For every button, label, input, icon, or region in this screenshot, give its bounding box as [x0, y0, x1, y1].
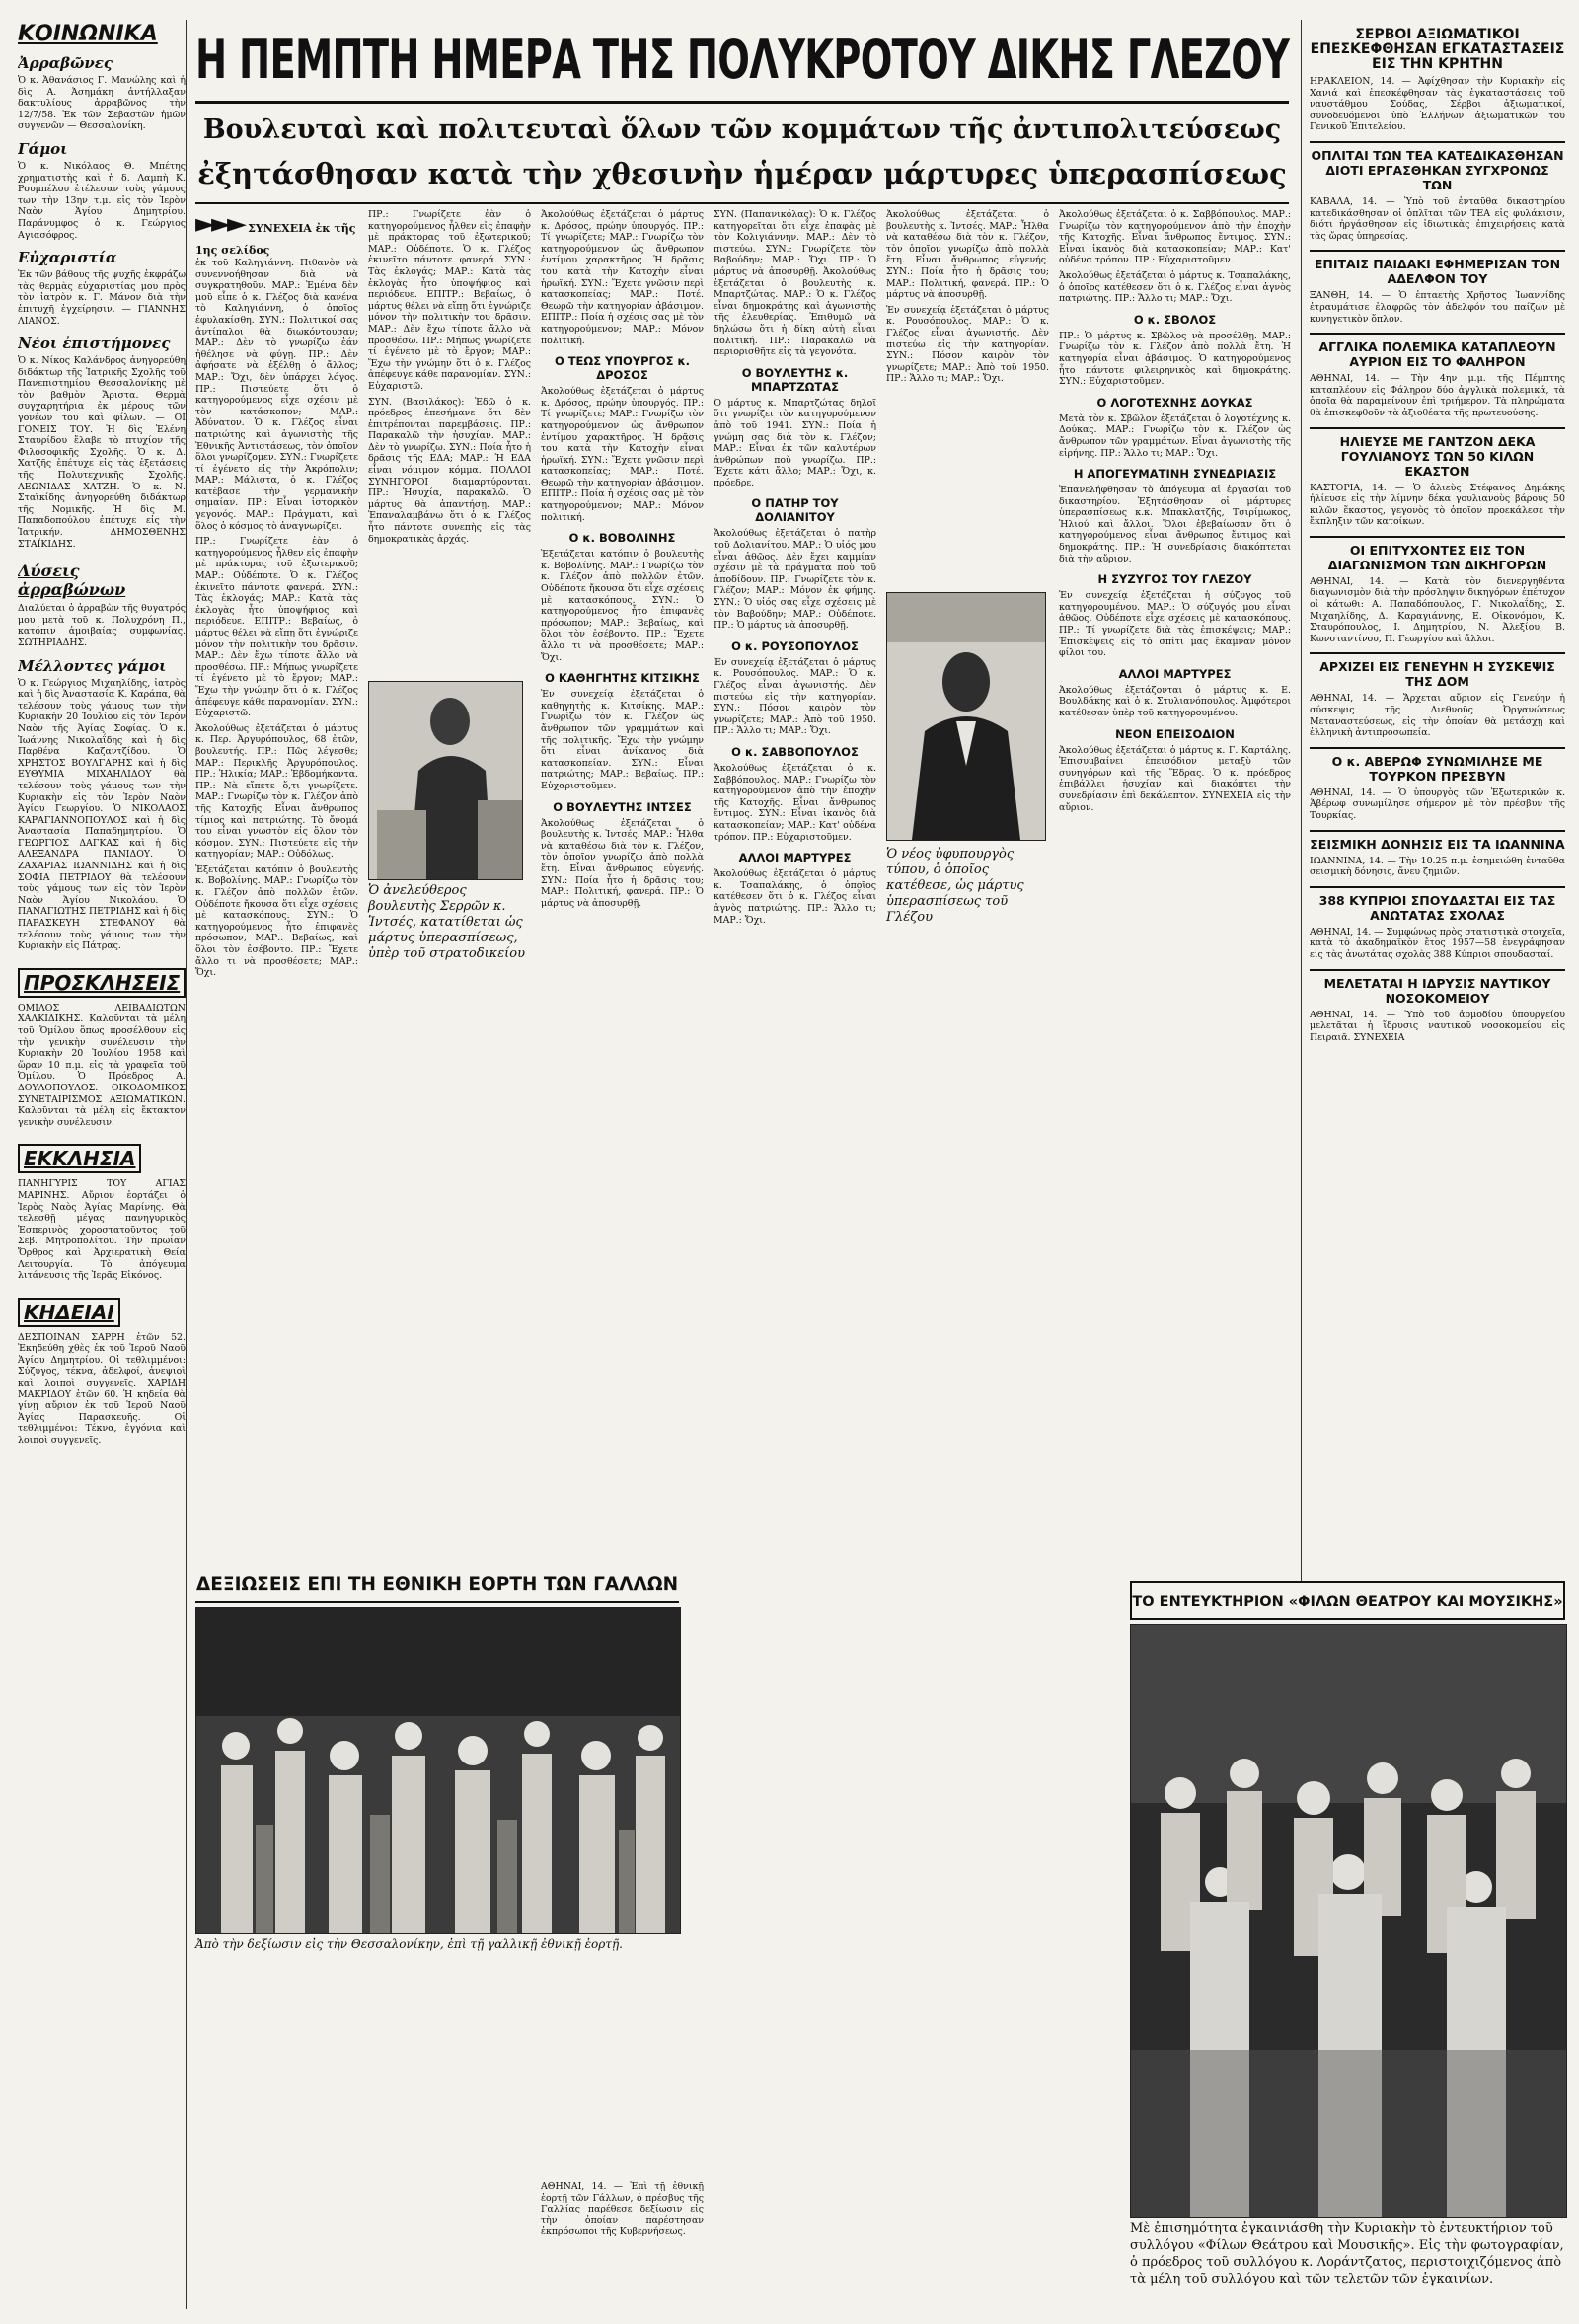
headline-rule — [195, 101, 1289, 104]
subhead-doukas: Ο ΛΟΓΟΤΕΧΝΗΣ ΔΟΥΚΑΣ — [1096, 395, 1253, 410]
funerals-text: ΔΕΣΠΟΙΝΑΝ ΣΑΡΡΗ ἐτῶν 52. Ἐκηδεύθη χθὲς ἐκ τοῦ Ἱεροῦ Ναοῦ Ἁγίου Δημητρίου. Οἱ τεθλιμμένοι: Σύζυγος, τέκνα, ἀδελφοί, ἀνεψιοὶ καὶ λοιποὶ συγγενεῖς. ΧΑΡΙΔΗ ΜΑΚΡΙΔΟΥ ἐτῶν 60. Ἡ κηδεία θὰ γίνῃ αὔριον ἐκ τοῦ Ἱεροῦ Ναοῦ Ἁγίας Παρασκευῆς. Οἱ τεθλιμμένοι: Τέκνα, ἐγγόνια καὶ λοιποὶ συγγενεῖς. — [18, 1331, 186, 1447]
subhead-new-incident: ΝΕΟΝ ΕΠΕΙΣΟΔΙΟΝ — [1115, 726, 1235, 741]
main-headline: Η ΠΕΜΠΤΗ ΗΜΕΡΑ ΤΗΣ ΠΟΛΥΚΡΟΤΟΥ ΔΙΚΗΣ ΓΛΕΖΟΥ — [195, 29, 1290, 91]
continuation-label: ΣΥΝΕΧΕΙΑ ἐκ τῆς 1ης σελίδος — [195, 222, 356, 257]
theatre-club-headline: ΤΟ ΕΝΤΕΥΚΤΗΡΙΟΝ «ΦΙΛΩΝ ΘΕΑΤΡΟΥ ΚΑΙ ΜΟΥΣΙΚΗΣ» — [1130, 1581, 1565, 1620]
article-paragraph: Ἀκολούθως ἐξετάζεται ὁ κ. Σαββόπουλος. ΜΑΡ.: Γνωρίζω τὸν κατηγορούμενον ἀπὸ τὴν ἐποχὴν τῆς Κατοχῆς. Εἶναι ἄνθρωπος ἔντιμος. ΣΥΝ.: Εἶναι ἱκανὸς διὰ κατασκοπείαν; ΜΑΡ.: Κατ' οὐδένα τρόπον. ΠΡ.: Εὐχαριστοῦμεν. — [714, 762, 876, 843]
subhead-other-witnesses: ΑΛΛΟΙ ΜΑΡΤΥΡΕΣ — [738, 851, 852, 865]
article-paragraph: Ὁ μάρτυς κ. Μπαρτζώτας δηλοῖ ὅτι γνωρίζει τὸν κατηγορούμενον ἀπὸ τοῦ 1941. ΣΥΝ.: Ποία ἡ γνώμη σας διὰ τὸν κ. Γλέζον; ΜΑΡ.: Εἶναι ἐκ τῶν καλυτέρων ἀνθρώπων ποὺ γνωρίζω. ΠΡ.: Ἔχετε κάτι ἄλλο; ΜΑΡ.: Ὄχι, κ. πρόεδρε. — [714, 397, 876, 488]
reception-text: ΑΘΗΝΑΙ, 14. — Ἐπὶ τῇ ἐθνικῇ ἑορτῇ τῶν Γάλλων, ὁ πρέσβυς τῆς Γαλλίας παρέθεσε δεξίωσιν εἰς τὴν ὁποίαν παρέστησαν ἐκπρόσωποι τῆς Κυβερνήσεως. — [541, 2181, 704, 2238]
brief-heading-cypriot-students: 388 ΚΥΠΡΙΟΙ ΣΠΟΥΔΑΣΤΑΙ ΕΙΣ ΤΑΣ ΑΝΩΤΑΤΑΣ ΣΧΟΛΑΣ — [1310, 886, 1565, 923]
brief-heading-geneva-conference: ΑΡΧΙΖΕΙ ΕΙΣ ΓΕΝΕΥΗΝ Η ΣΥΣΚΕΨΙΣ ΤΗΣ ΔΟΜ — [1310, 652, 1565, 689]
church-heading: ΕΚΚΛΗΣΙΑ — [18, 1144, 141, 1173]
article-paragraph: Ἐξετάζεται κατόπιν ὁ βουλευτὴς κ. Βοβολίνης. ΜΑΡ.: Γνωρίζω τὸν κ. Γλέζον ἀπὸ πολλῶν ἐτῶν. Οὐδέποτε ἤκουσα ὅτι εἶχε σχέσεις μὲ κατασκόπους. ΣΥΝ.: Ὁ κατηγορούμενος ἦτο ἐπιφανὲς πρόσωπον; ΜΑΡ.: Βεβαίως, καὶ ὅλοι τὸν ἐσέβοντο. ΠΡ.: Ἔχετε ἄλλο τι νὰ προσθέσετε; ΜΑΡ.: Ὄχι. — [195, 863, 358, 979]
invitations-text: ΟΜΙΛΟΣ ΛΕΙΒΑΔΙΩΤΩΝ ΧΑΛΚΙΔΙΚΗΣ. Καλοῦνται τὰ μέλη τοῦ Ὁμίλου ὅπως προσέλθουν εἰς τὴν γενικὴν συνέλευσιν τὴν Κυριακὴν 20 Ἰουλίου 1958 καὶ ὥραν 10 π.μ. εἰς τὰ γραφεῖα τοῦ Ὁμίλου. Ὁ Πρόεδρος Α. ΔΟΥΛΟΠΟΥΛΟΣ. ΟΙΚΟΔΟΜΙΚΟΣ ΣΥΝΕΤΑΙΡΙΣΜΟΣ ΑΞΙΩΜΑΤΙΚΩΝ. Καλοῦνται τὰ μέλη εἰς ἔκτακτον γενικὴν συνέλευσιν. — [18, 1002, 186, 1128]
article-paragraph: Ἐν συνεχείᾳ ἐξετάζεται ὁ μάρτυς κ. Ρουσόπουλος. ΜΑΡ.: Ὁ κ. Γλέζος εἶναι ἀγωνιστής. Δὲν πιστεύω εἰς τὴν κατηγορίαν. ΣΥΝ.: Πόσον καιρὸν τὸν γνωρίζετε; ΜΑΡ.: Ἀπὸ τοῦ 1950. ΠΡ.: Ἄλλο τι; ΜΑΡ.: Ὄχι. — [886, 304, 1049, 385]
article-paragraph: Ἀκολούθως ἐξετάζεται ὁ μάρτυς κ. Τσαπαλάκης, ὁ ὁποῖος κατέθεσεν ὅτι ὁ κ. Γλέζος εἶναι ἀγνὸς πατριώτης. ΠΡ.: Ἄλλο τι; ΜΑΡ.: Ὄχι. — [714, 868, 876, 926]
subheadline-1: Βουλευταὶ καὶ πολιτευταὶ ὅλων τῶν κομμάτων τῆς ἀντιπολιτεύσεως — [202, 114, 1282, 145]
brief-text: ΙΩΑΝΝΙΝΑ, 14. — Τὴν 10.25 π.μ. ἐσημειώθη ἐνταῦθα σεισμικὴ δόνησις, ἄνευ ζημιῶν. — [1310, 855, 1565, 878]
thanks-text: Ἐκ τῶν βάθους τῆς ψυχῆς ἐκφράζω τὰς θερμὰς εὐχαριστίας μου πρὸς τὸν ἰατρὸν κ. Γ. Μάνον διὰ τὴν ἐπιτυχῆ ἐγχείρησιν. — ΓΙΑΝΝΗΣ ΛΙΑΝΟΣ. — [18, 269, 186, 327]
article-paragraph: Ἀκολούθως ἐξετάζεται ὁ κ. Σαββόπουλος. ΜΑΡ.: Γνωρίζω τὸν κατηγορούμενον ἀπὸ τὴν ἐποχὴν τῆς Κατοχῆς. Εἶναι ἄνθρωπος ἔντιμος. ΣΥΝ.: Εἶναι ἱκανὸς διὰ κατασκοπείαν; ΜΑΡ.: Κατ' οὐδένα τρόπον. ΠΡ.: Εὐχαριστοῦμεν. — [1059, 209, 1291, 266]
article-paragraph: Ἐξετάζεται κατόπιν ὁ βουλευτὴς κ. Βοβολίνης. ΜΑΡ.: Γνωρίζω τὸν κ. Γλέζον ἀπὸ πολλῶν ἐτῶν. Οὐδέποτε ἤκουσα ὅτι εἶχε σχέσεις μὲ κατασκόπους. ΣΥΝ.: Ὁ κατηγορούμενος ἦτο ἐπιφανὲς πρόσωπον; ΜΑΡ.: Βεβαίως, καὶ ὅλοι τὸν ἐσέβοντο. ΠΡ.: Ἔχετε ἄλλο τι νὰ προσθέσετε; ΜΑΡ.: Ὄχι. — [541, 549, 704, 663]
funerals-heading: ΚΗΔΕΙΑΙ — [18, 1298, 120, 1327]
article-column-4 — [714, 209, 876, 1946]
brief-text: ΑΘΗΝΑΙ, 14. — Ἄρχεται αὔριον εἰς Γενεύην ἡ σύσκεψις τῆς Διεθνοῦς Ὀργανώσεως Μεταναστεύσεως, εἰς τὴν ὁποίαν θὰ μετάσχῃ καὶ ἑλληνικὴ ἀντιπροσωπεία. — [1310, 693, 1565, 739]
article-paragraph: Ἀκολούθως ἐξετάζεται ὁ βουλευτὴς κ. Ἰντσές. ΜΑΡ.: Ἦλθα νὰ καταθέσω διὰ τὸν κ. Γλέζον, τὸν ὁποῖον γνωρίζω ἀπὸ πολλὰ ἔτη. Εἶναι ἄνθρωπος εὐγενής. ΣΥΝ.: Ποία ἦτο ἡ δρᾶσις του; ΜΑΡ.: Πολιτική, φανερά. ΠΡ.: Ὁ μάρτυς νὰ ἀποσυρθῇ. — [886, 209, 1049, 301]
subhead-intses: Ο ΒΟΥΛΕΥΤΗΣ ΙΝΤΣΕΣ — [553, 799, 692, 814]
church-text: ΠΑΝΗΓΥΡΙΣ ΤΟΥ ΑΓΙΑΣ ΜΑΡΙΝΗΣ. Αὔριον ἑορτάζει ὁ Ἱερὸς Ναὸς Ἁγίας Μαρίνης. Θὰ τελεσθῇ μέγας πανηγυρικὸς Ἑσπερινὸς χοροστατοῦντος τοῦ Σεβ. Μητροπολίτου. Τὴν πρωΐαν Ὄρθρος καὶ Ἀρχιερατικὴ Θεία Λειτουργία. Τὸ ἀπόγευμα λιτάνευσις τῆς Ἱερᾶς Εἰκόνος. — [18, 1178, 186, 1282]
article-paragraph: Μετὰ τὸν κ. Σβῶλον ἐξετάζεται ὁ λογοτέχνης κ. Δούκας. ΜΑΡ.: Γνωρίζω τὸν κ. Γλέζον ὡς ἄνθρωπον τῶν γραμμάτων. Εἶναι ἀγωνιστὴς τῆς εἰρήνης. ΠΡ.: Ἄλλο τι; ΜΑΡ.: Ὄχι. — [1059, 412, 1291, 459]
article-paragraph: Ἀκολούθως ἐξετάζεται ὁ μάρτυς κ. Δρόσος, πρώην ὑπουργός. ΠΡ.: Τί γνωρίζετε; ΜΑΡ.: Γνωρίζω τὸν κατηγορούμενον ὡς ἄνθρωπον ἐντίμου χαρακτῆρος. Ἡ δρᾶσις του κατὰ τὴν Κατοχὴν εἶναι ἡρωϊκή. ΣΥΝ.: Ἔχετε γνῶσιν περὶ κατασκοπείας; ΜΑΡ.: Ποτέ. Θεωρῶ τὴν κατηγορίαν ἀβάσιμον. ΕΠΙΤΡ.: Ποία ἡ σχέσις σας μὲ τὸν κατηγορούμενον; ΜΑΡ.: Μόνον πολιτική. — [541, 386, 704, 523]
brief-text: ΚΑΣΤΟΡΙΑ, 14. — Ὁ ἁλιεὺς Στέφανος Δημάκης ἠλίευσε εἰς τὴν λίμνην δέκα γουλιανοὺς βάρους 50 κιλῶν ἕκαστος, γεγονὸς τὸ ὁποῖον προεκάλεσε τὴν ἔκπληξιν τῶν κατοίκων. — [1310, 482, 1565, 528]
thanks-heading: Εὐχαριστία — [18, 249, 117, 267]
subhead-doliannitis-father: Ο ΠΑΤΗΡ ΤΟΥ ΔΟΛΙΑΝΙΤΟΥ — [751, 496, 839, 525]
article-paragraph: Ἀκολούθως ἐξετάζεται ὁ μάρτυς κ. Γ. Καρτάλης. Ἐπισυμβαίνει ἐπεισόδιον μεταξὺ τῶν συνηγόρων καὶ τῆς Ἕδρας. Ὁ κ. πρόεδρος ἐπιβάλλει ἡσυχίαν καὶ διακόπτει τὴν συνεδρίασιν ἐπὶ δεκάλεπτον. ΣΥΝΕΧΕΙΑ εἰς τὴν αὔριον. — [1059, 744, 1291, 813]
subhead-svolos: Ο κ. ΣΒΟΛΟΣ — [1133, 312, 1217, 327]
news-briefs-column — [1301, 20, 1565, 1609]
brief-heading-lawyers-exam: ΟΙ ΕΠΙΤΥΧΟΝΤΕΣ ΕΙΣ ΤΟΝ ΔΙΑΓΩΝΙΣΜΟΝ ΤΩΝ ΔΙΚΗΓΟΡΩΝ — [1310, 536, 1565, 572]
article-paragraph: Ἀκολούθως ἐξετάζονται ὁ μάρτυς κ. Ε. Βουλδάκης καὶ ὁ κ. Στυλιανόπουλος. Ἀμφότεροι κατέθεσαν ὑπὲρ τοῦ κατηγορουμένου. — [1059, 684, 1291, 718]
brief-heading-fisherman: ΗΛΙΕΥΣΕ ΜΕ ΓΑΝΤΖΟΝ ΔΕΚΑ ΓΟΥΛΙΑΝΟΥΣ ΤΩΝ 50 ΚΙΛΩΝ ΕΚΑΣΤΟΝ — [1310, 427, 1565, 479]
subheadline-2: ἐξητάσθησαν κατὰ τὴν χθεσινὴν ἡμέραν μάρτυρες ὑπερασπίσεως — [197, 157, 1287, 190]
broken-engagements-heading: Λύσεις ἀρραβώνων — [18, 562, 126, 600]
witness-photo-1 — [368, 681, 523, 880]
article-column-1 — [195, 209, 358, 1561]
article-paragraph: ΣΥΝ. (Βασιλάκος): Ἐδῶ ὁ κ. πρόεδρος ἐπεσήμανε ὅτι δὲν ἐπιτρέπονται παρεμβάσεις. ΠΡ.: Παρακαλῶ τὴν ἡσυχίαν. ΜΑΡ.: Δὲν τὸ γνωρίζω. ΣΥΝ.: Ποία ἦτο ἡ δρᾶσις τῆς ΕΔΑ; ΜΑΡ.: Ἡ ΕΔΑ εἶναι νόμιμον κόμμα. ΠΟΛΛΟΙ ΣΥΝΗΓΟΡΟΙ διαμαρτύρονται. ΠΡ.: Ἡσυχία, παρακαλῶ. Ὁ μάρτυς θὰ ἀπαντήσῃ. ΜΑΡ.: Ἐπαναλαμβάνω ὅτι ὁ κ. Γλέζος ἦτο πάντοτε συνεπὴς εἰς τὰς δημοκρατικὰς ἀρχάς. — [368, 396, 531, 545]
article-paragraph: ἐκ τοῦ Καληγιάννη. Πιθανὸν νὰ συνεννοήθησαν διὰ νὰ συγκρατηθοῦν. ΜΑΡ.: Ἐμένα δὲν μοῦ εἶπε ὁ κ. Γλέζος διὰ κανένα τὸ Καληγιάννη, ὁ ὁποῖος ἐφυλακίσθη. ΣΥΝ.: Πολιτικοί σας ἀντίπαλοι θὰ διωκόντουσαν; ΜΑΡ.: Δὲν τὸ γνωρίζω ἐάν ἠθέλησε νὰ φύγῃ. ΠΡ.: Δὲν ἀφήσατε νὰ ἐξέλθῃ ὁ ἄλλος; ΜΑΡ.: Ὄχι, δὲν ὑπάρχει λόγος. ΠΡ.: Πιστεύετε ὅτι ὁ κατηγορούμενος εἶχε σχέσιν μὲ τὸν κατάσκοπον; ΜΑΡ.: Ἀδύνατον. Ὁ κ. Γλέζος εἶναι πατριώτης καὶ ἀγωνιστὴς τῆς Ἐθνικῆς Ἀντιστάσεως, τὸν ὁποῖον ὅλοι γνωρίζομεν. ΣΥΝ.: Γνωρίζετε τί ἐγένετο εἰς τὴν Ἀκρόπολιν; ΜΑΡ.: Μάλιστα, ὁ κ. Γλέζος κατέβασε τὴν γερμανικὴν σημαίαν. ΠΡ.: Εἶναι ἱστορικὸν γεγονός. ΜΑΡ.: Πράγματι, καὶ ὅλος ὁ κόσμος τὸ ἀναγνωρίζει. — [195, 258, 358, 532]
brief-text: ΑΘΗΝΑΙ, 14. — Τὴν 4ην μ.μ. τῆς Πέμπτης καταπλέουν εἰς Φάληρον δύο ἀγγλικὰ πολεμικά, τὰ ὁποῖα θὰ παραμείνουν ἐπὶ τριήμερον. Τὰ πληρώματα θὰ ἐπισκεφθοῦν τὰ ἀξιοθέατα τῆς πρωτευούσης. — [1310, 373, 1565, 418]
article-paragraph: Ἐν συνεχείᾳ ἐξετάζεται ὁ μάρτυς κ. Ρουσόπουλος. ΜΑΡ.: Ὁ κ. Γλέζος εἶναι ἀγωνιστής. Δὲν πιστεύω εἰς τὴν κατηγορίαν. ΣΥΝ.: Πόσον καιρὸν τὸν γνωρίζετε; ΜΑΡ.: Ἀπὸ τοῦ 1950. ΠΡ.: Ἄλλο τι; ΜΑΡ.: Ὄχι. — [714, 656, 876, 737]
brief-text: ΑΘΗΝΑΙ, 14. — Κατὰ τὸν διενεργηθέντα διαγωνισμὸν διὰ τὴν πρόσληψιν δικηγόρων ἐπέτυχον οἱ κάτωθι: Α. Παπαδόπουλος, Γ. Νικολαΐδης, Σ. Μιχαηλίδης, Δ. Καραγιάννης, Ε. Οἰκονόμου, Κ. Σταυρόπουλος, Ι. Δημητρίου, Ν. Ἀλεξίου, Β. Κωνσταντίνου, Π. Γεωργίου καὶ ἄλλοι. — [1310, 575, 1565, 644]
subhead-vovolinis: Ο κ. ΒΟΒΟΛΙΝΗΣ — [568, 531, 676, 546]
article-paragraph: Ἐν συνεχείᾳ ἐξετάζεται ὁ καθηγητὴς κ. Κιτσίκης. ΜΑΡ.: Γνωρίζω τὸν κ. Γλέζον ὡς ἄνθρωπον τῶν γραμμάτων καὶ τῆς πολιτικῆς. Ἔχω τὴν γνώμην ὅτι εἶναι ἀνίκανος διὰ κατασκοπείαν. ΣΥΝ.: Εἶναι πατριώτης; ΜΑΡ.: Βεβαίως. ΠΡ.: Εὐχαριστοῦμεν. — [541, 689, 704, 791]
article-paragraph: Ἀκολούθως ἐξετάζεται ὁ μάρτυς κ. Τσαπαλάκης, ὁ ὁποῖος κατέθεσεν ὅτι ὁ κ. Γλέζος εἶναι ἀγνὸς πατριώτης. ΠΡ.: Ἄλλο τι; ΜΑΡ.: Ὄχι. — [1059, 269, 1291, 305]
article-paragraph: ΠΡ.: Γνωρίζετε ἐὰν ὁ κατηγορούμενος ἦλθεν εἰς ἐπαφὴν μὲ πράκτορας τοῦ ἐξωτερικοῦ; ΜΑΡ.: Οὐδέποτε. Ὁ κ. Γλέζος ἐκινεῖτο πάντοτε φανερά. ΣΥΝ.: Τὰς ἐκλογάς; ΜΑΡ.: Κατὰ τὰς ἐκλογὰς ἦτο ὑποψήφιος καὶ περιόδευε. ΕΠΙΤΡ.: Βεβαίως, ὁ μάρτυς θέλει νὰ εἴπῃ ὅτι ἐγνώριζε μόνον τὴν πολιτικὴν του δρᾶσιν. ΜΑΡ.: Δὲν ἔχω τίποτε ἄλλο νὰ προσθέσω. ΠΡ.: Μήπως γνωρίζετε τί ἐγένετο μὲ τὸ ἔργον; ΜΑΡ.: Ἔχω τὴν γνώμην ὅτι ὁ κ. Γλέζος ἀπέφευγε κάθε παρανομίαν. ΣΥΝ.: Εὐχαριστῶ. — [195, 536, 358, 719]
subhead-glezos-wife: Η ΣΥΖΥΓΟΣ ΤΟΥ ΓΛΕΖΟΥ — [1097, 572, 1252, 587]
article-paragraph: Ἀκολούθως ἐξετάζεται ὁ πατὴρ τοῦ Δολιανίτου. ΜΑΡ.: Ὁ υἱός μου εἶναι ἀθῶος. Δὲν ἔχει καμμίαν σχέσιν μὲ τὰ πράγματα ποὺ τοῦ ἀποδίδουν. ΠΡ.: Γνωρίζετε τὸν κ. Γλέζον; ΜΑΡ.: Μόνον ἐκ φήμης. ΣΥΝ.: Ὁ υἱός σας εἶχε σχέσεις μὲ τὸν Βαβούδην; ΜΑΡ.: Οὐδέποτε. ΠΡ.: Ὁ μάρτυς νὰ ἀποσυρθῇ. — [714, 528, 876, 632]
brief-text: ΞΑΝΘΗ, 14. — Ὁ ἑπταετὴς Χρῆστος Ἰωαννίδης ἐτραυμάτισε ἐλαφρῶς τὸν ἀδελφόν του παίζων μὲ κυνηγετικὸν ὅπλον. — [1310, 290, 1565, 325]
scientists-text: Ὁ κ. Νίκος Καλάνδρος ἀνηγορεύθη διδάκτωρ τῆς Ἰατρικῆς Σχολῆς τοῦ Πανεπιστημίου Θεσσαλονίκης μὲ τὸν βαθμὸν Ἄριστα. Θερμὰ συγχαρητήρια ἐκ μέρους τῶν γονέων του καὶ φίλων. — ΟΙ ΓΟΝΕΙΣ ΤΟΥ. Ἡ δὶς Ἐλένη Σταυρίδου ἔλαβε τὸ πτυχίον τῆς Φιλοσοφικῆς Σχολῆς. Ὁ κ. Δ. Χατζῆς ἐπέτυχε εἰς τὰς ἐξετάσεις τῆς Πολυτεχνικῆς Σχολῆς. ΛΕΩΝΙΔΑΣ ΧΑΤΖΗ. Ὁ κ. Ν. Σταϊκίδης ἀνηγορεύθη διδάκτωρ τῆς Νομικῆς. Ἡ δὶς Μ. Παπαδοπούλου ἐπέτυχε εἰς τὴν Ἰατρικήν. ΔΗΜΟΣΘΕΝΗΣ ΣΤΑΪΚΙΔΗΣ. — [18, 355, 186, 550]
engagements-heading: Ἀρραβῶνες — [18, 54, 113, 72]
theatre-club-caption: Μὲ ἐπισημότητα ἐγκαινιάσθη τὴν Κυριακὴν τὸ ἐντευκτήριον τοῦ συλλόγου «Φίλων Θεάτρου καὶ Μουσικῆς». Εἰς τὴν φωτογραφίαν, ὁ πρόεδρος τοῦ συλλόγου κ. Λοράντζατος, περιστοιχιζόμενος ἀπὸ τὰ μέλη τοῦ συλλόγου καὶ τῶν τελετῶν τῶν ἐγκαινίων. — [1130, 2221, 1564, 2287]
article-paragraph: Ἀκολούθως ἐξετάζεται ὁ βουλευτὴς κ. Ἰντσές. ΜΑΡ.: Ἦλθα νὰ καταθέσω διὰ τὸν κ. Γλέζον, τὸν ὁποῖον γνωρίζω ἀπὸ πολλὰ ἔτη. Εἶναι ἄνθρωπος εὐγενής. ΣΥΝ.: Ποία ἦτο ἡ δρᾶσις του; ΜΑΡ.: Πολιτική, φανερά. ΠΡ.: Ὁ μάρτυς νὰ ἀποσυρθῇ. — [541, 817, 704, 909]
subhead-rousopoulos: Ο κ. ΡΟΥΣΟΠΟΥΛΟΣ — [731, 638, 859, 653]
brief-heading-serbian-officers: ΣΕΡΒΟΙ ΑΞΙΩΜΑΤΙΚΟΙ ΕΠΕΣΚΕΦΘΗΣΑΝ ΕΓΚΑΤΑΣΤΑΣΕΙΣ ΕΙΣ ΤΗΝ ΚΡΗΤΗΝ — [1310, 27, 1565, 72]
social-title: ΚΟΙΝΩΝΙΚΑ — [18, 22, 158, 46]
article-paragraph: Ἀκολούθως ἐξετάζεται ὁ μάρτυς κ. Δρόσος, πρώην ὑπουργός. ΠΡ.: Τί γνωρίζετε; ΜΑΡ.: Γνωρίζω τὸν κατηγορούμενον ὡς ἄνθρωπον ἐντίμου χαρακτῆρος. Ἡ δρᾶσις του κατὰ τὴν Κατοχὴν εἶναι ἡρωϊκή. ΣΥΝ.: Ἔχετε γνῶσιν περὶ κατασκοπείας; ΜΑΡ.: Ποτέ. Θεωρῶ τὴν κατηγορίαν ἀβάσιμον. ΕΠΙΤΡ.: Ποία ἡ σχέσις σας μὲ τὸν κατηγορούμενον; ΜΑΡ.: Μόνον πολιτική. — [541, 209, 704, 346]
article-paragraph: Ἐπανελήφθησαν τὸ ἀπόγευμα αἱ ἐργασίαι τοῦ δικαστηρίου. Ἐξητάσθησαν οἱ μάρτυρες ὑπερασπίσεως κ.κ. Μπακλατζῆς, Τσιρίμωκος, Ἠλιού καὶ ἄλλοι. Ὅλοι ἐβεβαίωσαν ὅτι ὁ κατηγορούμενος εἶναι ἄνθρωπος ἔντιμος καὶ δημοκράτης. ΠΡ.: Ἡ συνεδρίασις διακόπτεται διὰ τὴν αὔριον. — [1059, 485, 1291, 564]
article-paragraph: ΠΡ.: Γνωρίζετε ἐὰν ὁ κατηγορούμενος ἦλθεν εἰς ἐπαφὴν μὲ πράκτορας τοῦ ἐξωτερικοῦ; ΜΑΡ.: Οὐδέποτε. Ὁ κ. Γλέζος ἐκινεῖτο πάντοτε φανερά. ΣΥΝ.: Τὰς ἐκλογάς; ΜΑΡ.: Κατὰ τὰς ἐκλογὰς ἦτο ὑποψήφιος καὶ περιόδευε. ΕΠΙΤΡ.: Βεβαίως, ὁ μάρτυς θέλει νὰ εἴπῃ ὅτι ἐγνώριζε μόνον τὴν πολιτικὴν του δρᾶσιν. ΜΑΡ.: Δὲν ἔχω τίποτε ἄλλο νὰ προσθέσω. ΠΡ.: Μήπως γνωρίζετε τί ἐγένετο μὲ τὸ ἔργον; ΜΑΡ.: Ἔχω τὴν γνώμην ὅτι ὁ κ. Γλέζος ἀπέφευγε κάθε παρανομίαν. ΣΥΝ.: Εὐχαριστῶ. — [368, 209, 531, 392]
article-paragraph: ΠΡ.: Ὁ μάρτυς κ. Σβῶλος νὰ προσέλθῃ. ΜΑΡ.: Γνωρίζω τὸν κ. Γλέζον ἀπὸ πολλὰ ἔτη. Ἡ κατηγορία εἶναι ἀβάσιμος. Ὁ κατηγορούμενος ἦτο πάντοτε φιλειρηνικὸς καὶ δημοκράτης. ΣΥΝ.: Εὐχαριστοῦμεν. — [1059, 330, 1291, 388]
subhead-afternoon-session: Η ΑΠΟΓΕΥΜΑΤΙΝΗ ΣΥΝΕΔΡΙΑΣΙΣ — [1073, 467, 1277, 482]
article-column-3 — [541, 209, 704, 1561]
weddings-text: Ὁ κ. Νικόλαος Θ. Μπέτης χρηματιστὴς καὶ ἡ δ. Λαμπὴ Κ. Ρουμπέλου ἐτέλεσαν τοὺς γάμους των τὴν 13ην τ.μ. εἰς τὸν Ἱερὸν Ναὸν Ἁγίου Δημητρίου. Παράνυμφος ὁ κ. Γεώργιος Αγιασόφρος. — [18, 160, 186, 241]
subhead-other-witnesses-2: ΑΛΛΟΙ ΜΑΡΤΥΡΕΣ — [1118, 666, 1232, 681]
witness-photo-2-caption: Ὁ νέος ὑφυπουργὸς τύπου, ὁ ὁποῖος κατέθεσε, ὡς μάρτυς ὑπερασπίσεως τοῦ Γλέζου — [886, 847, 1024, 925]
brief-text: ΑΘΗΝΑΙ, 14. — Συμφώνως πρὸς στατιστικὰ στοιχεῖα, κατὰ τὸ ἀκαδημαϊκὸν ἔτος 1957—58 ἐνεγράφησαν εἰς τὰς ἀνωτάτας σχολὰς 388 Κύπριοι σπουδασταί. — [1310, 926, 1565, 960]
brief-heading-naval-hospital: ΜΕΛΕΤΑΤΑΙ Η ΙΔΡΥΣΙΣ ΝΑΥΤΙΚΟΥ ΝΟΣΟΚΟΜΕΙΟΥ — [1310, 969, 1565, 1006]
brief-text: ΗΡΑΚΛΕΙΟΝ, 14. — Ἀφίχθησαν τὴν Κυριακὴν εἰς Χανιά καὶ ἐπεσκέφθησαν τὰς ἐγκαταστάσεις τοῦ ναυστάθμου Σούδας, Σέρβοι ἀξιωματικοί, συνοδευόμενοι ὑπὸ Ἑλλήνων ἀξιωματικῶν τοῦ Γενικοῦ Ἐπιτελείου. — [1310, 76, 1565, 133]
article-column-5 — [886, 209, 1049, 1946]
upcoming-weddings-text: Ὁ κ. Γεώργιος Μιχαηλίδης, ἰατρὸς καὶ ἡ δὶς Ἀναστασία Κ. Καράπα, θὰ τελέσουν τοὺς γάμους των τὴν Κυριακὴν 20 Ἰουλίου εἰς τὸν Ἱερὸν Ναὸν τῆς Ἁγίας Σοφίας. Ὁ κ. Ἰωάννης Νικολαΐδης καὶ ἡ δὶς Παρθένα Καζαντζίδου. Ὁ ΧΡΗΣΤΟΣ ΒΟΥΛΓΑΡΗΣ καὶ ἡ δὶς ΕΥΘΥΜΙΑ ΜΙΧΑΗΛΙΔΟΥ θὰ τελέσουν τοὺς γάμους των τὴν Κυριακὴν εἰς τὸν Ἱερὸν Ναὸν Ἁγίου Γεωργίου. Ὁ ΝΙΚΟΛΑΟΣ ΚΑΡΑΓΙΑΝΝΟΠΟΥΛΟΣ καὶ ἡ δὶς Ἀναστασία Παπαδημητρίου. Ὁ ΓΕΩΡΓΙΟΣ ΔΑΓΚΑΣ καὶ ἡ δὶς ΑΛΕΞΑΝΔΡΑ ΠΑΝΙΔΟΥ. Ὁ ΖΑΧΑΡΙΑΣ ΙΩΑΝΝΙΔΗΣ καὶ ἡ δὶς ΣΟΦΙΑ ΠΕΤΡΙΔΟΥ θὰ τελέσουν τοὺς γάμους των εἰς τὸν Ἱερὸν Ναὸν Ἁγίου Νικολάου. Ὁ ΠΑΝΑΓΙΩΤΗΣ ΠΕΤΡΙΔΗΣ καὶ ἡ δὶς ΠΑΡΑΣΚΕΥΗ ΣΤΕΦΑΝΟΥ θὰ τελέσουν τοὺς γάμους των τὴν Κυριακὴν εἰς Πάτρας. — [18, 677, 186, 952]
brief-text: ΑΘΗΝΑΙ, 14. — Ὁ ὑπουργὸς τῶν Ἐξωτερικῶν κ. Ἀβέρωφ συνωμίλησε σήμερον μὲ τὸν πρέσβυν τῆς Τουρκίας. — [1310, 787, 1565, 821]
brief-heading-earthquake: ΣΕΙΣΜΙΚΗ ΔΟΝΗΣΙΣ ΕΙΣ ΤΑ ΙΩΑΝΝΙΝΑ — [1310, 830, 1565, 852]
article-paragraph: Ἐν συνεχείᾳ ἐξετάζεται ἡ σύζυγος τοῦ κατηγορουμένου. ΜΑΡ.: Ὁ σύζυγός μου εἶναι ἀθῶος. Οὐδέποτε εἶχε σχέσεις μὲ κατασκόπους. ΠΡ.: Τί γνωρίζετε διὰ τὰς ἐπισκέψεις; ΜΑΡ.: Ἐπισκέψεις εἰς τὸ σπίτι μας ἔκαμναν μόνον φίλοι του. — [1059, 590, 1291, 659]
brief-heading-child-wounded: ΕΠΙΤΑΙΣ ΠΑΙΔΑΚΙ ΕΦΗΜΕΡΙΣΑΝ ΤΟΝ ΑΔΕΛΦΟΝ ΤΟΥ — [1310, 250, 1565, 286]
engagements-text: Ὁ κ. Ἀθανάσιος Γ. Μανώλης καὶ ἡ δὶς Α. Ἀσημάκη ἀντήλλαξαν δακτυλίους ἀρραβῶνος τὴν 12/7/58. Ἐκ τῶν Σεβαστῶν ἡμῶν συγγενῶν — Θεσσαλονίκη. — [18, 75, 186, 132]
article-paragraph: ΣΥΝ. (Παπανικόλας): Ὁ κ. Γλέζος κατηγορεῖται ὅτι εἶχε ἐπαφὰς μὲ τὸν Κολιγιάννην. ΜΑΡ.: Δὲν τὸ πιστεύω. ΣΥΝ.: Γνωρίζετε τὸν Βαβούδην; ΜΑΡ.: Ὄχι. ΠΡ.: Ὁ μάρτυς νὰ ἀποσυρθῇ. Ἀκολούθως ἐξετάζεται ὁ βουλευτὴς κ. Μπαρτζώτας. ΜΑΡ.: Ὁ κ. Γλέζος εἶναι δημοκράτης καὶ ἀγωνιστὴς τῆς ἐλευθερίας. Ἐπιθυμῶ νὰ δηλώσω ὅτι ἡ δίκη αὐτὴ εἶναι πολιτική. ΠΡ.: Παρακαλῶ νὰ περιορισθῆτε εἰς τὰ γεγονότα. — [714, 209, 876, 358]
brief-heading-averoff: Ο κ. ΑΒΕΡΩΦ ΣΥΝΩΜΙΛΗΣΕ ΜΕ ΤΟΥΡΚΟΝ ΠΡΕΣΒΥΝ — [1310, 747, 1565, 784]
brief-text: ΚΑΒΑΛΑ, 14. — Ὑπὸ τοῦ ἐνταῦθα δικαστηρίου κατεδικάσθησαν οἱ ὁπλῖται τῶν ΤΕΑ εἰς φυλάκισιν, διότι ἠργάσθησαν εἰς ἰδιωτικὰς ἐπιχειρήσεις κατὰ τὰς ὥρας ὑπηρεσίας. — [1310, 195, 1565, 242]
weddings-heading: Γάμοι — [18, 139, 68, 158]
broken-engagements-text: Διαλύεται ὁ ἀρραβὼν τῆς θυγατρός μου μετὰ τοῦ κ. Πολυχρόνη Π., κατόπιν ἀμοιβαίας συμφωνίας. ΣΩΤΗΡΙΑΔΗΣ. — [18, 603, 186, 648]
subhead-savvopoulos: Ο κ. ΣΑΒΒΟΠΟΥΛΟΣ — [731, 744, 859, 759]
invitations-heading: ΠΡΟΣΚΛΗΣΕΙΣ — [18, 968, 186, 998]
brief-text: ΑΘΗΝΑΙ, 14. — Ὑπὸ τοῦ ἁρμοδίου ὑπουργείου μελετᾶται ἡ ἵδρυσις ναυτικοῦ νοσοκομείου εἰς Πειραιᾶ. ΣΥΝΕΧΕΙΑ — [1310, 1009, 1565, 1043]
brief-heading-british-warships: ΑΓΓΛΙΚΑ ΠΟΛΕΜΙΚΑ ΚΑΤΑΠΛΕΟΥΝ ΑΥΡΙΟΝ ΕΙΣ ΤΟ ΦΑΛΗΡΟΝ — [1310, 333, 1565, 369]
french-day-headline: ΔΕΞΙΩΣΕΙΣ ΕΠΙ ΤΗ ΕΘΝΙΚΗ ΕΟΡΤΗ ΤΩΝ ΓΑΛΛΩΝ — [195, 1569, 679, 1603]
brief-heading-tea-soldiers: ΟΠΛΙΤΑΙ ΤΩΝ ΤΕΑ ΚΑΤΕΔΙΚΑΣΘΗΣΑΝ ΔΙΟΤΙ ΕΡΓΑΣΘΗΚΑΝ ΣΥΓΧΡΟΝΩΣ ΤΩΝ — [1310, 141, 1565, 192]
witness-photo-1-caption: Ὁ ἀνελεύθερος βουλευτὴς Σερρῶν κ. Ἰντσές, κατατίθεται ὡς μάρτυς ὑπερασπίσεως, ὑπὲρ τοῦ στρατοδικείου — [368, 883, 526, 961]
article-column-6 — [1059, 209, 1291, 1571]
arrow-glyphs: ►►► — [195, 209, 243, 239]
subhead-kitsikis: Ο ΚΑΘΗΓΗΤΗΣ ΚΙΤΣΙΚΗΣ — [545, 671, 700, 686]
reception-photo — [195, 1607, 681, 1934]
subhead-bartzotas: Ο ΒΟΥΛΕΥΤΗΣ κ. ΜΠΑΡΤΖΩΤΑΣ — [741, 365, 849, 394]
scientists-heading: Νέοι ἐπιστήμονες — [18, 335, 171, 353]
reception-caption: Ἀπὸ τὴν δεξίωσιν εἰς τὴν Θεσσαλονίκην, ἐπὶ τῇ γαλλικῇ ἐθνικῇ ἑορτῇ. — [195, 1937, 623, 1951]
social-column — [18, 20, 187, 2309]
theatre-club-photo — [1130, 1624, 1567, 2218]
article-paragraph: Ἀκολούθως ἐξετάζεται ὁ μάρτυς κ. Περ. Ἀργυρόπουλος, 68 ἐτῶν, βουλευτής. ΠΡ.: Πῶς λέγεσθε; ΜΑΡ.: Περικλῆς Ἀργυρόπουλος. ΠΡ.: Ἡλικία; ΜΑΡ.: Ἑβδομήκοντα. ΠΡ.: Νὰ εἴπετε ὅ,τι γνωρίζετε. ΜΑΡ.: Γνωρίζω τὸν κ. Γλέζον ἀπὸ τῆς Κατοχῆς. Εἶναι ἄνθρωπος τίμιος καὶ πατριώτης. Τὸ ὄνομά του εἶναι γνωστὸν εἰς ὅλον τὸν κόσμον. ΣΥΝ.: Πιστεύετε εἰς τὴν κατηγορίαν; ΜΑΡ.: Οὐδόλως. — [195, 722, 358, 861]
upcoming-weddings-heading: Μέλλοντες γάμοι — [18, 656, 167, 675]
subhead-drosos: Ο ΤΕΩΣ ΥΠΟΥΡΓΟΣ κ. ΔΡΟΣΟΣ — [554, 354, 691, 383]
witness-photo-2 — [886, 592, 1046, 841]
deck-rule — [195, 202, 1289, 204]
